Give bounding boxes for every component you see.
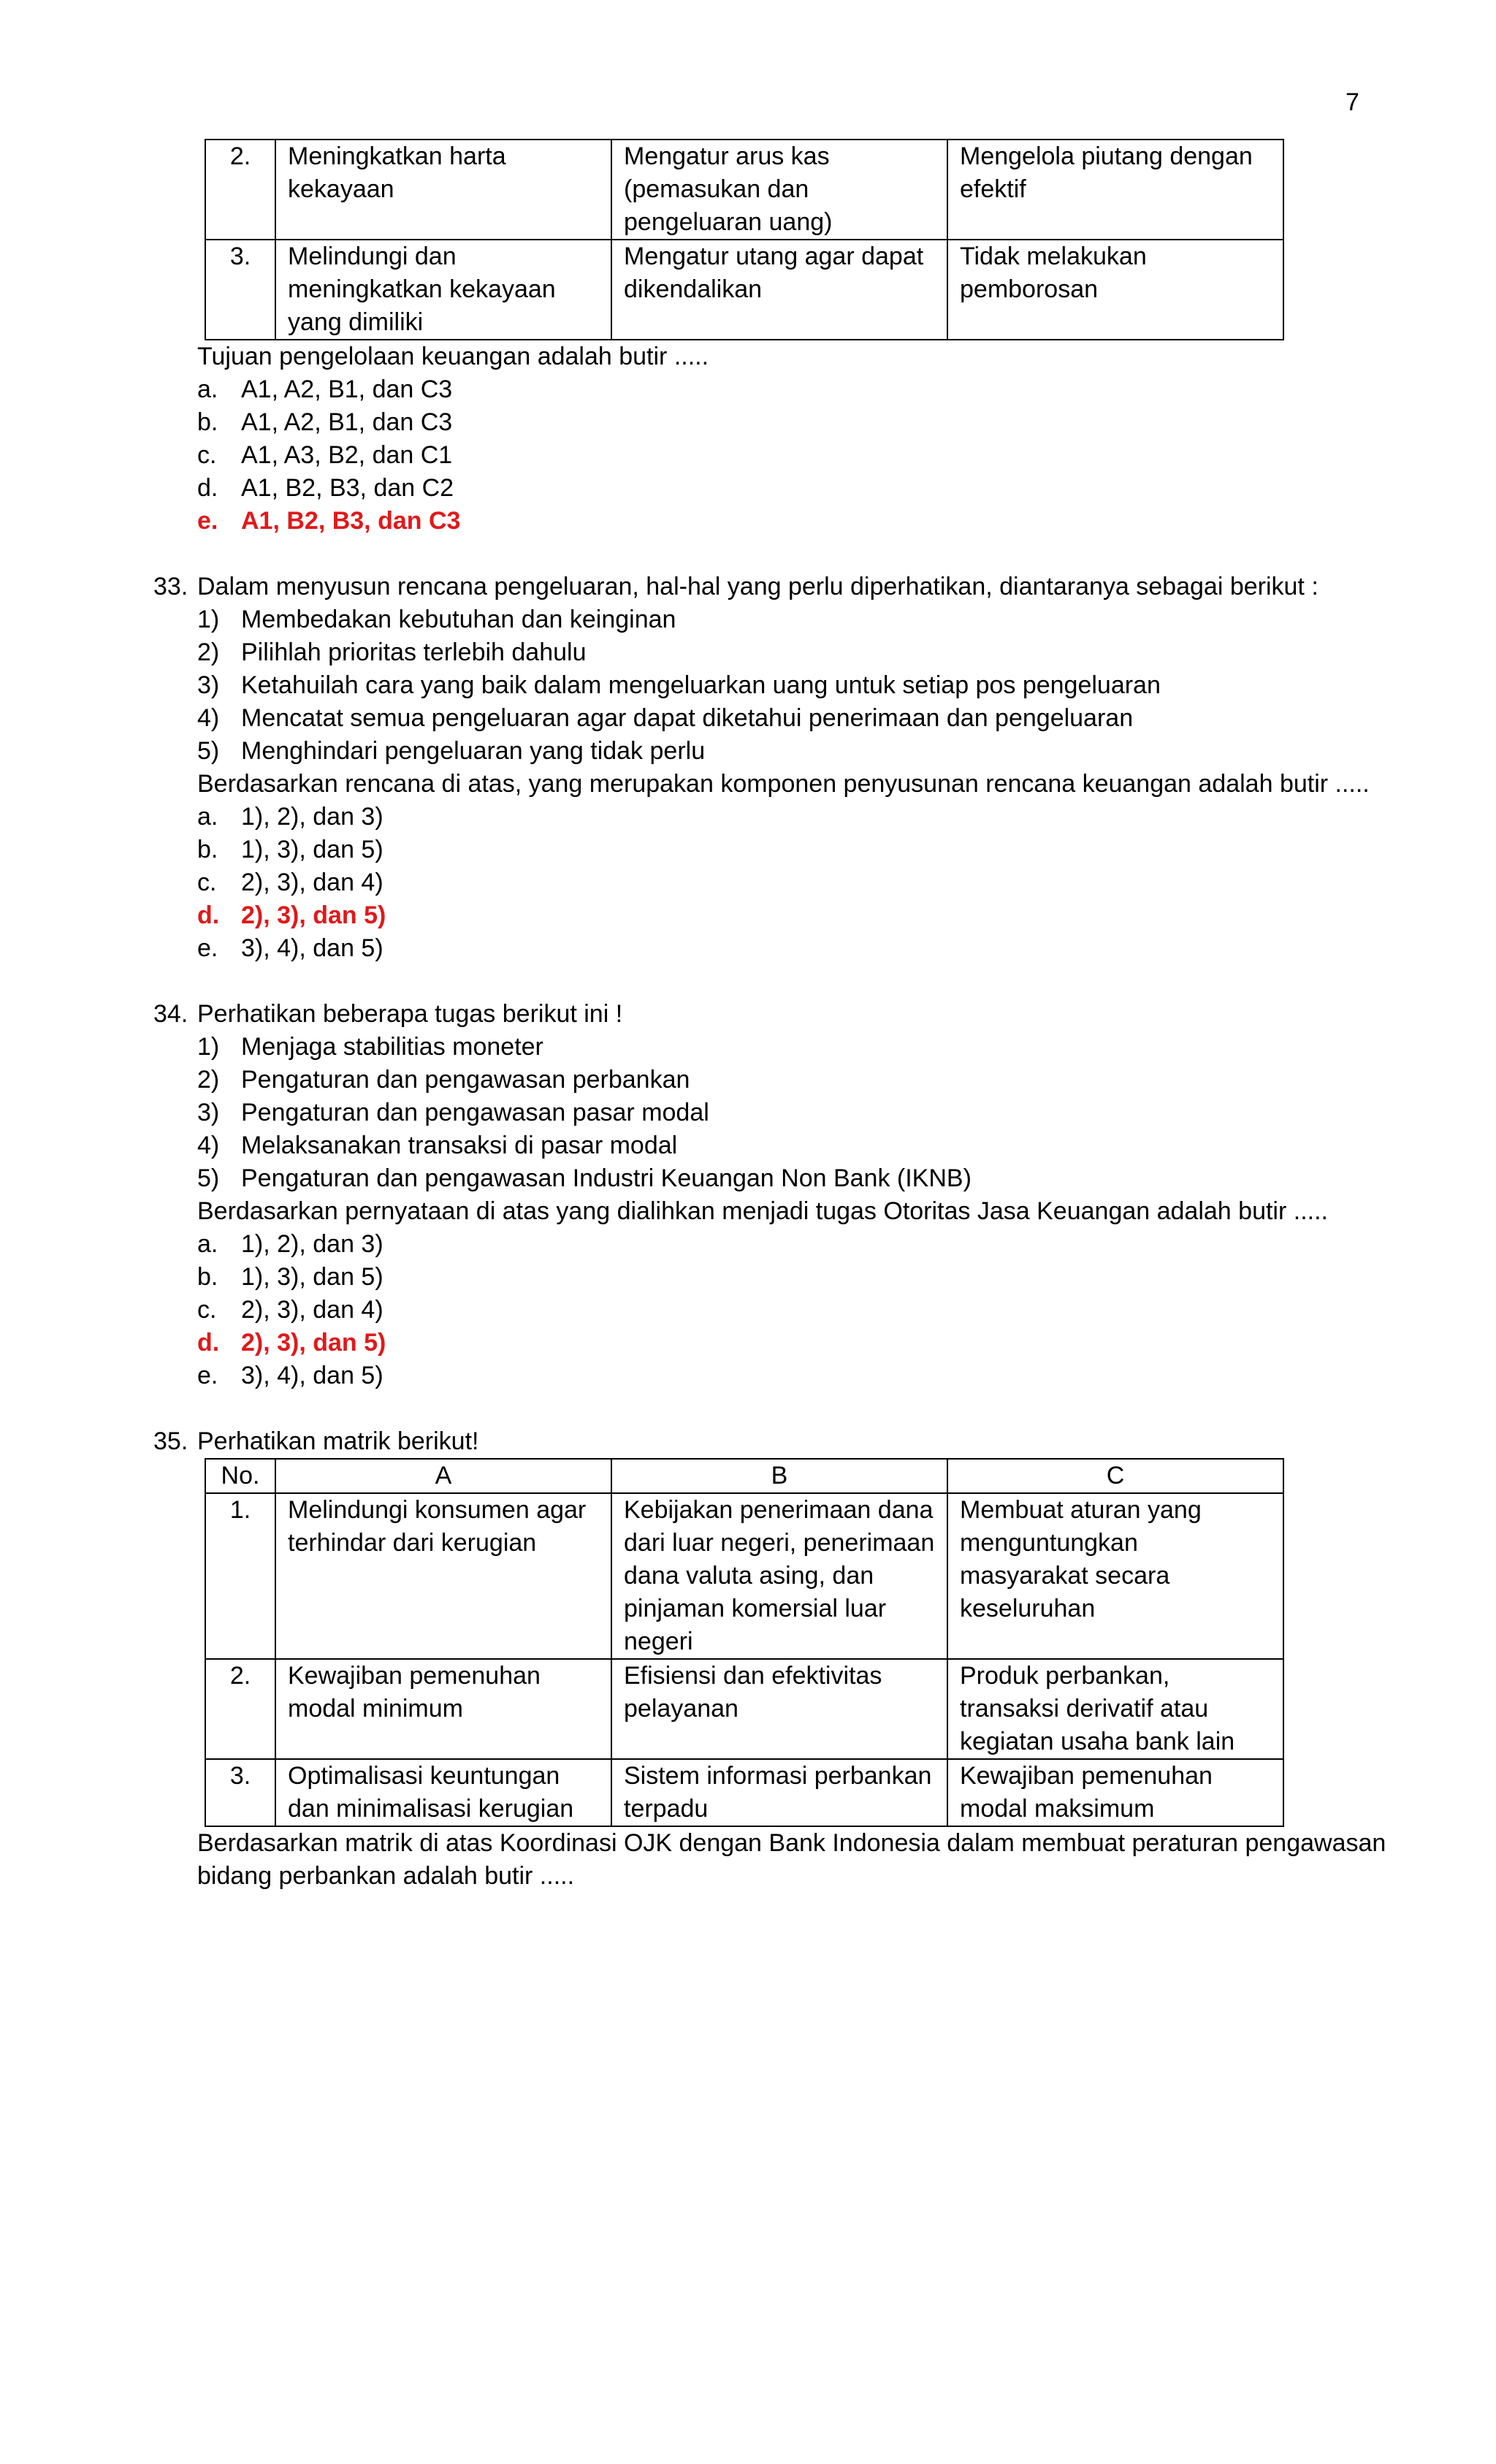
q33-statement-2 — [153, 636, 1395, 669]
statement-text: Ketahuilah cara yang baik dalam mengeluarkan uang untuk setiap pos pengeluaran — [241, 671, 1161, 699]
statement-label: 3) — [197, 671, 220, 699]
statement-text: Pengaturan dan pengawasan pasar modal — [241, 1099, 709, 1126]
q35-stem — [153, 1425, 1395, 1458]
option-label: b. — [197, 408, 218, 436]
table-q32-continuation — [205, 139, 1284, 340]
table-cell-b: Kebijakan penerimaan dana dari luar negeri, penerimaan dana valuta asing, dan pinjaman komersial luar negeri — [611, 1493, 947, 1659]
q33-option-d-answer — [153, 899, 1395, 932]
table-cell-no: 2. — [205, 140, 275, 240]
option-text: 2), 3), dan 5) — [241, 901, 386, 929]
question-text: Perhatikan matrik berikut! — [197, 1427, 479, 1455]
table-header-no: No. — [205, 1459, 275, 1493]
q34-prompt: Berdasarkan pernyataan di atas yang dialihkan menjadi tugas Otoritas Jasa Keuangan adalah butir ..... — [197, 1197, 1328, 1225]
statement-text: Menjaga stabilitias moneter — [241, 1033, 543, 1061]
q33-option-a — [153, 801, 1395, 834]
table-header-c: C — [947, 1459, 1283, 1493]
table-q35-matrix — [205, 1458, 1284, 1827]
q33-option-c — [153, 866, 1395, 899]
table-cell-c: Tidak melakukan pemborosan — [947, 240, 1283, 340]
statement-text: Pengaturan dan pengawasan perbankan — [241, 1066, 690, 1094]
q32-prompt: Tujuan pengelolaan keuangan adalah butir ..... — [197, 343, 709, 370]
option-label: a. — [197, 1230, 218, 1258]
option-label: e. — [197, 507, 218, 535]
option-text: 1), 3), dan 5) — [241, 1263, 383, 1291]
q33-statement-4 — [153, 702, 1395, 735]
q33-statement-1 — [153, 603, 1395, 636]
table-header-a: A — [275, 1459, 611, 1493]
statement-label: 2) — [197, 1066, 220, 1094]
table-cell-no: 3. — [205, 240, 275, 340]
option-text: 3), 4), dan 5) — [241, 1362, 383, 1389]
option-label: b. — [197, 1263, 218, 1291]
table-cell-no: 3. — [205, 1759, 275, 1826]
option-text: 1), 3), dan 5) — [241, 836, 383, 863]
page-number: 7 — [1346, 88, 1359, 116]
table-cell-a: Melindungi dan meningkatkan kekayaan yang dimiliki — [275, 240, 611, 340]
table-header-b: B — [611, 1459, 947, 1493]
statement-text: Membedakan kebutuhan dan keinginan — [241, 606, 676, 633]
table-header-row — [205, 1459, 1283, 1493]
question-number: 33. — [153, 573, 188, 600]
statement-label: 1) — [197, 606, 220, 633]
table-cell-b: Mengatur utang agar dapat dikendalikan — [611, 240, 947, 340]
table-row — [205, 1759, 1283, 1826]
statement-label: 2) — [197, 638, 220, 666]
question-number: 35. — [153, 1427, 188, 1455]
table-cell-c: Mengelola piutang dengan efektif — [947, 140, 1283, 240]
table-row — [205, 240, 1283, 340]
statement-text: Melaksanakan transaksi di pasar modal — [241, 1132, 678, 1159]
option-text: 1), 2), dan 3) — [241, 803, 383, 831]
q33-statement-3 — [153, 669, 1395, 702]
table-cell-b: Efisiensi dan efektivitas pelayanan — [611, 1659, 947, 1759]
q34-statement-5 — [153, 1162, 1395, 1195]
q33-stem — [153, 571, 1395, 603]
q34-statement-2 — [153, 1064, 1395, 1096]
q35-prompt: Berdasarkan matrik di atas Koordinasi OJK dengan Bank Indonesia dalam membuat peraturan pengawasan bidang perbankan adalah butir ..... — [197, 1829, 1386, 1890]
option-label: b. — [197, 836, 218, 863]
option-label: d. — [197, 1329, 220, 1357]
option-label: d. — [197, 901, 220, 929]
statement-label: 5) — [197, 737, 220, 765]
option-label: a. — [197, 803, 218, 831]
option-text: 3), 4), dan 5) — [241, 934, 383, 962]
statement-text: Mencatat semua pengeluaran agar dapat diketahui penerimaan dan pengeluaran — [241, 704, 1134, 732]
question-text: Perhatikan beberapa tugas berikut ini ! — [197, 1000, 623, 1028]
option-text: A1, A3, B2, dan C1 — [241, 441, 453, 469]
table-cell-a: Melindungi konsumen agar terhindar dari kerugian — [275, 1493, 611, 1659]
table-row — [205, 1659, 1283, 1759]
q33-statement-5 — [153, 735, 1395, 768]
table-cell-a: Meningkatkan harta kekayaan — [275, 140, 611, 240]
table-cell-a: Kewajiban pemenuhan modal minimum — [275, 1659, 611, 1759]
option-label: e. — [197, 934, 218, 962]
table-cell-no: 1. — [205, 1493, 275, 1659]
q32-option-b — [153, 406, 1395, 439]
q34-statement-1 — [153, 1031, 1395, 1064]
option-label: a. — [197, 375, 218, 403]
q34-stem — [153, 998, 1395, 1031]
statement-label: 4) — [197, 1132, 220, 1159]
q34-statement-3 — [153, 1096, 1395, 1129]
table-cell-c: Membuat aturan yang menguntungkan masyarakat secara keseluruhan — [947, 1493, 1283, 1659]
statement-text: Pengaturan dan pengawasan Industri Keuangan Non Bank (IKNB) — [241, 1164, 972, 1192]
option-text: 1), 2), dan 3) — [241, 1230, 383, 1258]
statement-text: Menghindari pengeluaran yang tidak perlu — [241, 737, 706, 765]
table-row — [205, 140, 1283, 240]
option-text: 2), 3), dan 5) — [241, 1329, 386, 1357]
q32-option-d — [153, 472, 1395, 505]
q32-option-e-answer — [153, 505, 1395, 538]
option-text: A1, A2, B1, dan C3 — [241, 408, 453, 436]
q34-option-d-answer — [153, 1327, 1395, 1359]
statement-label: 5) — [197, 1164, 220, 1192]
option-label: c. — [197, 1296, 217, 1324]
statement-text: Pilihlah prioritas terlebih dahulu — [241, 638, 587, 666]
q34-option-c — [153, 1294, 1395, 1327]
q32-option-a — [153, 373, 1395, 406]
option-label: d. — [197, 474, 218, 502]
table-cell-no: 2. — [205, 1659, 275, 1759]
q34-option-e — [153, 1359, 1395, 1392]
table-cell-a: Optimalisasi keuntungan dan minimalisasi kerugian — [275, 1759, 611, 1826]
table-cell-c: Produk perbankan, transaksi derivatif atau kegiatan usaha bank lain — [947, 1659, 1283, 1759]
q33-option-e — [153, 932, 1395, 965]
statement-label: 3) — [197, 1099, 220, 1126]
q32-option-c — [153, 439, 1395, 472]
table-cell-b: Sistem informasi perbankan terpadu — [611, 1759, 947, 1826]
option-label: c. — [197, 441, 217, 469]
option-label: e. — [197, 1362, 218, 1389]
q33-prompt: Berdasarkan rencana di atas, yang merupakan komponen penyusunan rencana keuangan adalah butir ..... — [197, 770, 1370, 798]
option-text: 2), 3), dan 4) — [241, 869, 383, 896]
table-cell-b: Mengatur arus kas (pemasukan dan pengeluaran uang) — [611, 140, 947, 240]
statement-label: 4) — [197, 704, 220, 732]
option-text: A1, B2, B3, dan C3 — [241, 507, 461, 535]
document-body — [153, 139, 1395, 1893]
question-text: Dalam menyusun rencana pengeluaran, hal-hal yang perlu diperhatikan, diantaranya sebagai berikut : — [197, 573, 1318, 600]
q34-option-b — [153, 1261, 1395, 1294]
question-number: 34. — [153, 1000, 188, 1028]
option-text: A1, A2, B1, dan C3 — [241, 375, 453, 403]
table-cell-c: Kewajiban pemenuhan modal maksimum — [947, 1759, 1283, 1826]
option-label: c. — [197, 869, 217, 896]
statement-label: 1) — [197, 1033, 220, 1061]
option-text: 2), 3), dan 4) — [241, 1296, 383, 1324]
q34-option-a — [153, 1228, 1395, 1261]
q33-option-b — [153, 834, 1395, 866]
table-row — [205, 1493, 1283, 1659]
option-text: A1, B2, B3, dan C2 — [241, 474, 454, 502]
q34-statement-4 — [153, 1129, 1395, 1162]
